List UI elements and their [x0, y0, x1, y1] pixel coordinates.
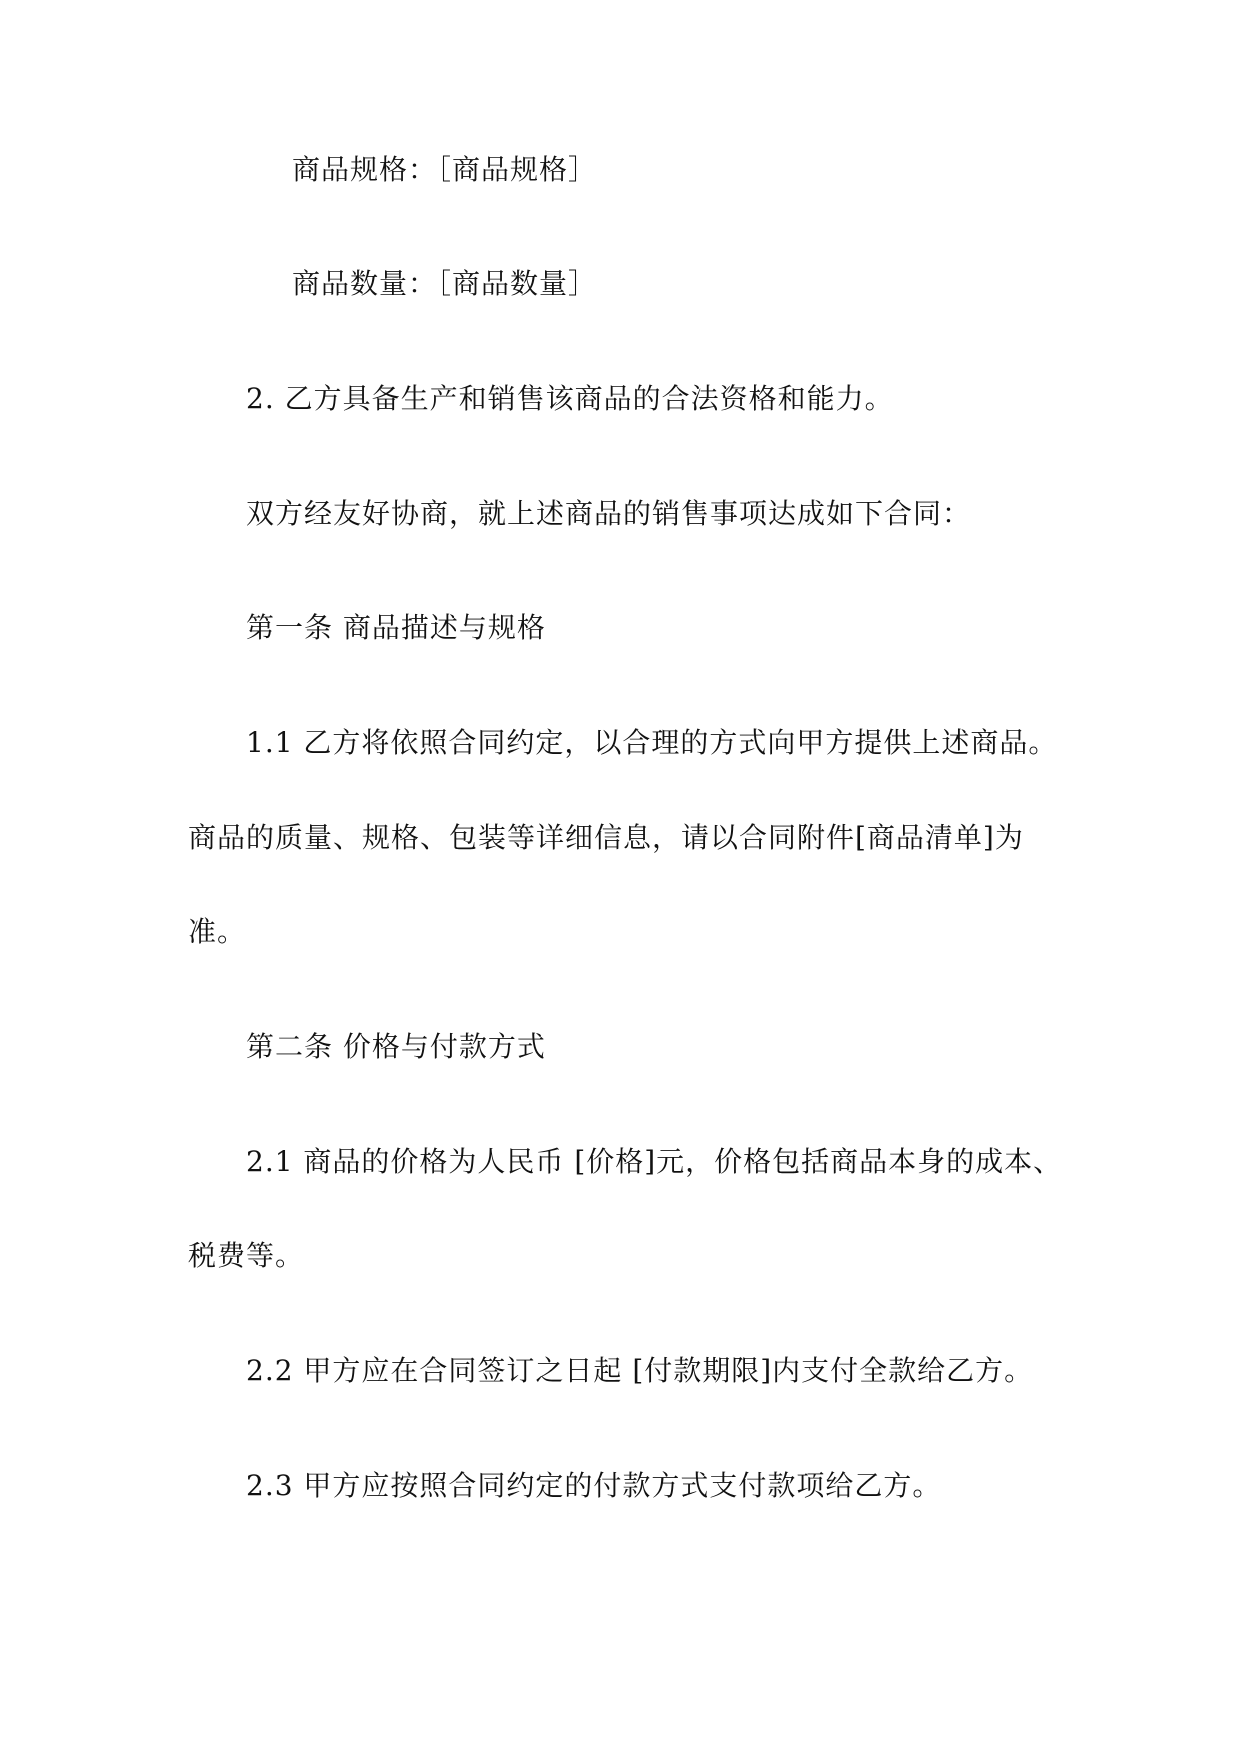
- agreement-intro: 双方经友好协商，就上述商品的销售事项达成如下合同：: [246, 497, 972, 530]
- article-2-heading: 第二条 价格与付款方式: [246, 1030, 546, 1063]
- spec-line: 商品规格：［商品规格］: [292, 153, 598, 186]
- clause-2-text: 2. 乙方具备生产和销售该商品的合法资格和能力。: [246, 382, 894, 415]
- clause-1-1-line-1: 1.1 乙方将依照合同约定，以合理的方式向甲方提供上述商品。: [246, 726, 1058, 759]
- quantity-line: 商品数量：［商品数量］: [292, 267, 598, 300]
- clause-2-1-line-2: 税费等。: [188, 1239, 305, 1272]
- clause-2-2-text: 2.2 甲方应在合同签订之日起 [付款期限]内支付全款给乙方。: [246, 1354, 1034, 1387]
- clause-2-3-text: 2.3 甲方应按照合同约定的付款方式支付款项给乙方。: [246, 1469, 942, 1502]
- clause-1-1-line-2: 商品的质量、规格、包装等详细信息，请以合同附件[商品清单]为: [188, 821, 1024, 854]
- article-1-heading: 第一条 商品描述与规格: [246, 611, 546, 644]
- clause-1-1-line-3: 准。: [188, 915, 247, 948]
- clause-2-1-line-1: 2.1 商品的价格为人民币 [价格]元，价格包括商品本身的成本、: [246, 1145, 1063, 1178]
